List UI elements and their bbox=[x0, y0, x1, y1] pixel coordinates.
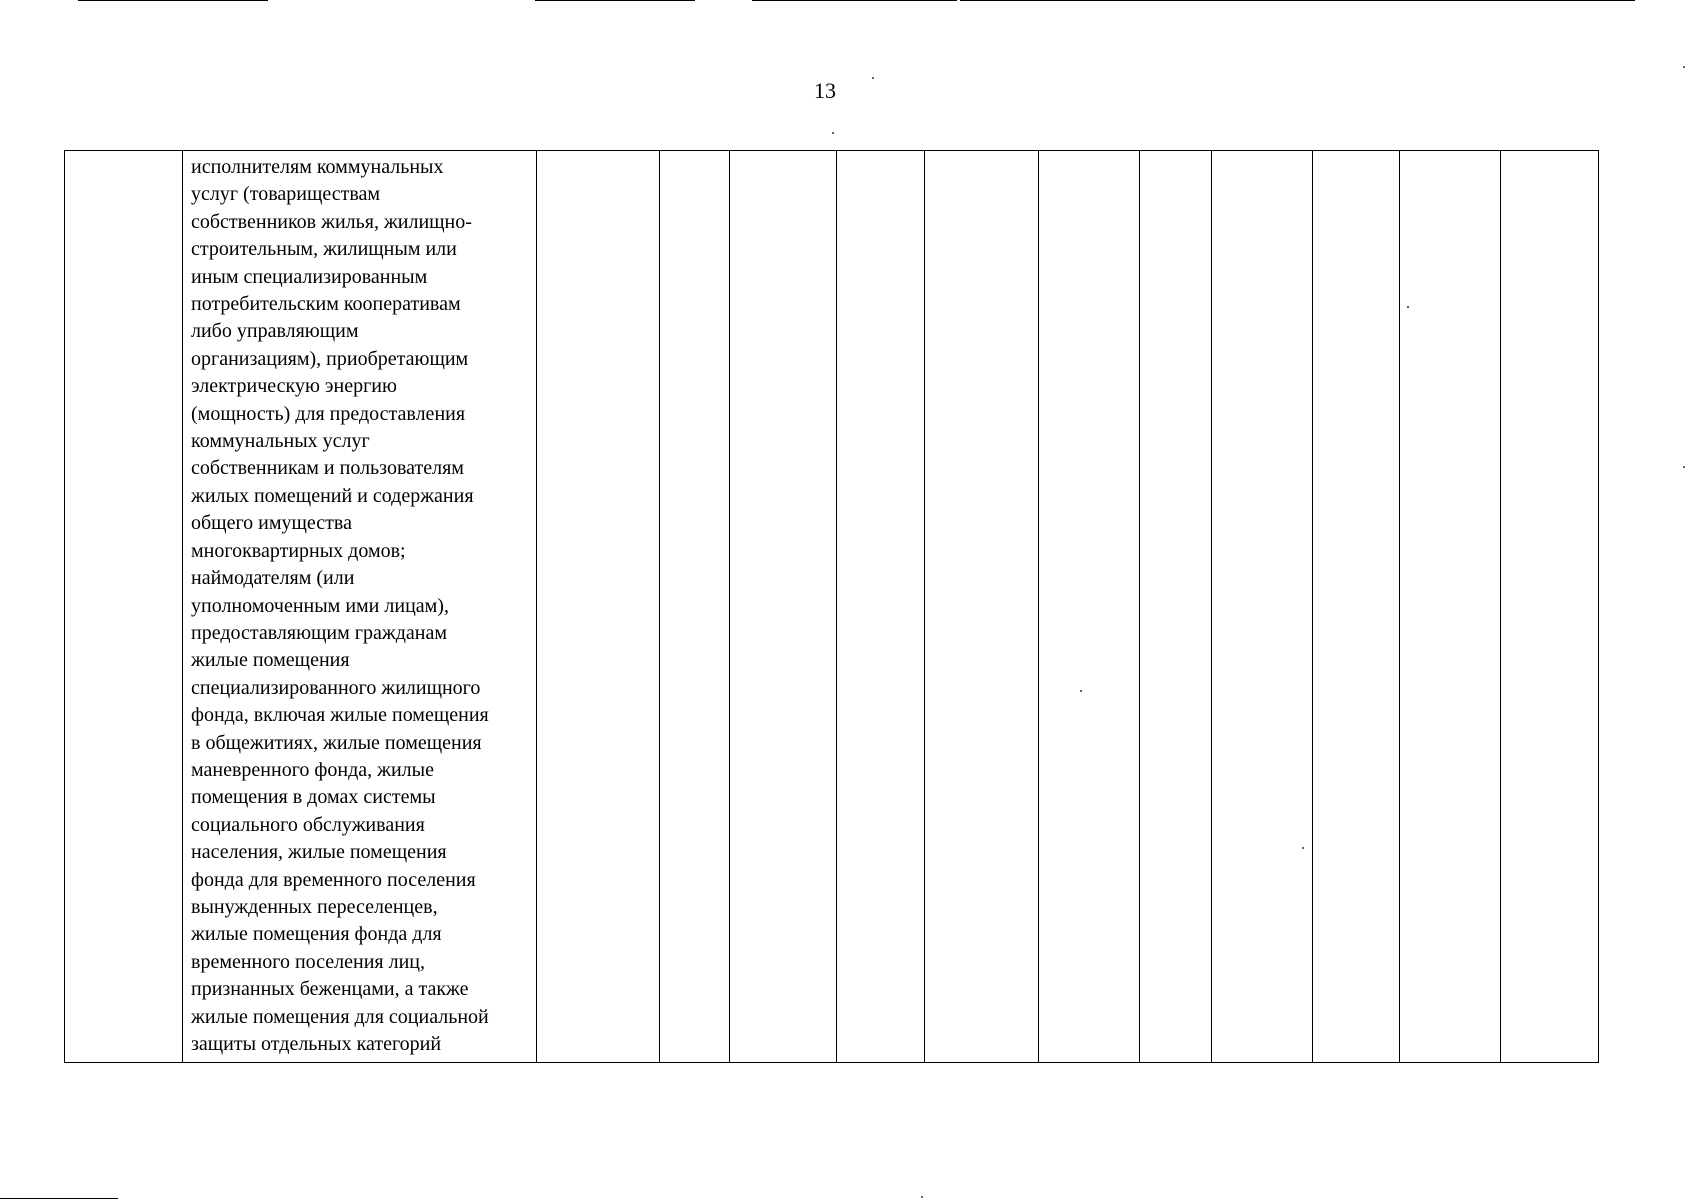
empty-cell bbox=[730, 151, 837, 1063]
empty-cell bbox=[925, 151, 1039, 1063]
empty-cell bbox=[1140, 151, 1212, 1063]
empty-cell bbox=[837, 151, 925, 1063]
scan-edge-line bbox=[535, 0, 695, 1]
scan-edge-line bbox=[1385, 0, 1635, 1]
table-row bbox=[65, 151, 1599, 1063]
scan-edge-line bbox=[0, 1198, 118, 1199]
empty-cell bbox=[1039, 151, 1140, 1063]
scan-speck bbox=[832, 132, 834, 134]
scan-speck bbox=[1683, 466, 1685, 468]
document-table bbox=[64, 150, 1599, 1063]
scan-edge-line bbox=[78, 0, 268, 1]
number-cell bbox=[65, 151, 183, 1063]
description-cell: исполнителям коммунальных услуг (товариществам собственников жилья, жилищно- строительным, жилищным или иным специализированным потребительским кооперативам либо управляющим организациям), приобретающим электрическую энергию (мощность) для предоставления коммунальных услуг собственникам и пользователям жилых помещений и содержания общего имущества многоквартирных домов; наймодателям (или уполномоченным ими лицам), предоставляющим гражданам жилые помещения специализированного жилищного фонда, включая жилые помещения в общежитиях, жилые помещения маневренного фонда, жилые помещения в домах системы социального обслуживания населения, жилые помещения фонда для временного поселения вынужденных переселенцев, жилые помещения фонда для временного поселения лиц, признанных беженцами, а также жилые помещения для социальной защиты отдельных категорий bbox=[183, 151, 537, 1063]
empty-cell bbox=[1501, 151, 1599, 1063]
empty-cell bbox=[1313, 151, 1400, 1063]
scan-speck bbox=[921, 1196, 923, 1198]
page-number: 13 bbox=[814, 78, 836, 103]
empty-cell bbox=[537, 151, 660, 1063]
scan-edge-line bbox=[960, 0, 1385, 1]
scan-speck bbox=[1683, 66, 1685, 68]
scan-edge-line bbox=[752, 0, 957, 1]
empty-cell bbox=[1400, 151, 1501, 1063]
empty-cell bbox=[1212, 151, 1313, 1063]
empty-cell bbox=[660, 151, 730, 1063]
